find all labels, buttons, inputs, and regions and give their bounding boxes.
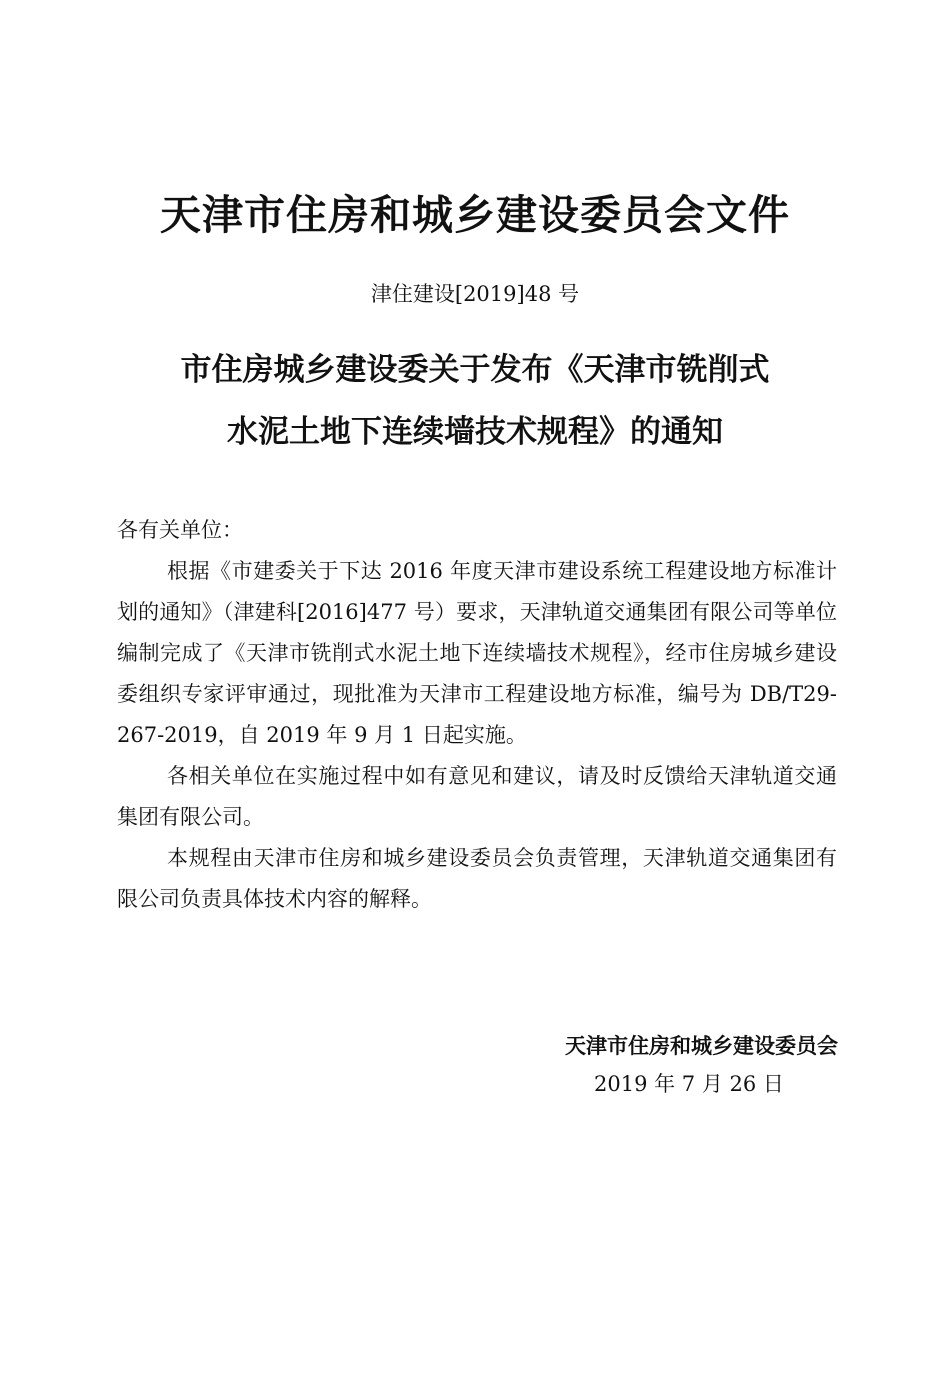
notice-title-line-2: 水泥土地下连续墙技术规程》的通知 [227, 414, 723, 450]
body-paragraph: 各相关单位在实施过程中如有意见和建议，请及时反馈给天津轨道交通集团有限公司。 [117, 764, 837, 829]
body-paragraph: 本规程由天津市住房和城乡建设委员会负责管理，天津轨道交通集团有限公司负责具体技术内容的解释。 [117, 846, 837, 911]
notice-title-line-1: 市住房城乡建设委关于发布《天津市铣削式 [180, 352, 770, 388]
document-number: 津住建设[2019]48 号 [370, 282, 580, 306]
signatory: 天津市住房和城乡建设委员会 [565, 1033, 838, 1058]
notice-body [117, 510, 837, 920]
signing-date: 2019 年 7 月 26 日 [594, 1072, 784, 1096]
body-paragraph: 根据《市建委关于下达 2016 年度天津市建设系统工程建设地方标准计划的通知》（津建科[2016]477 号）要求，天津轨道交通集团有限公司等单位编制完成了《天津市铣削式水泥土地下连续墙技术规程》，经市住房城乡建设委组织专家评审通过，现批准为天津市工程建设地方标准，编号为 DB/T29-267-2019，自 2019 年 9 月 1 日起实施。 [117, 559, 837, 747]
addressee: 各有关单位： [117, 518, 243, 542]
issuer-title: 天津市住房和城乡建设委员会文件 [160, 191, 790, 239]
